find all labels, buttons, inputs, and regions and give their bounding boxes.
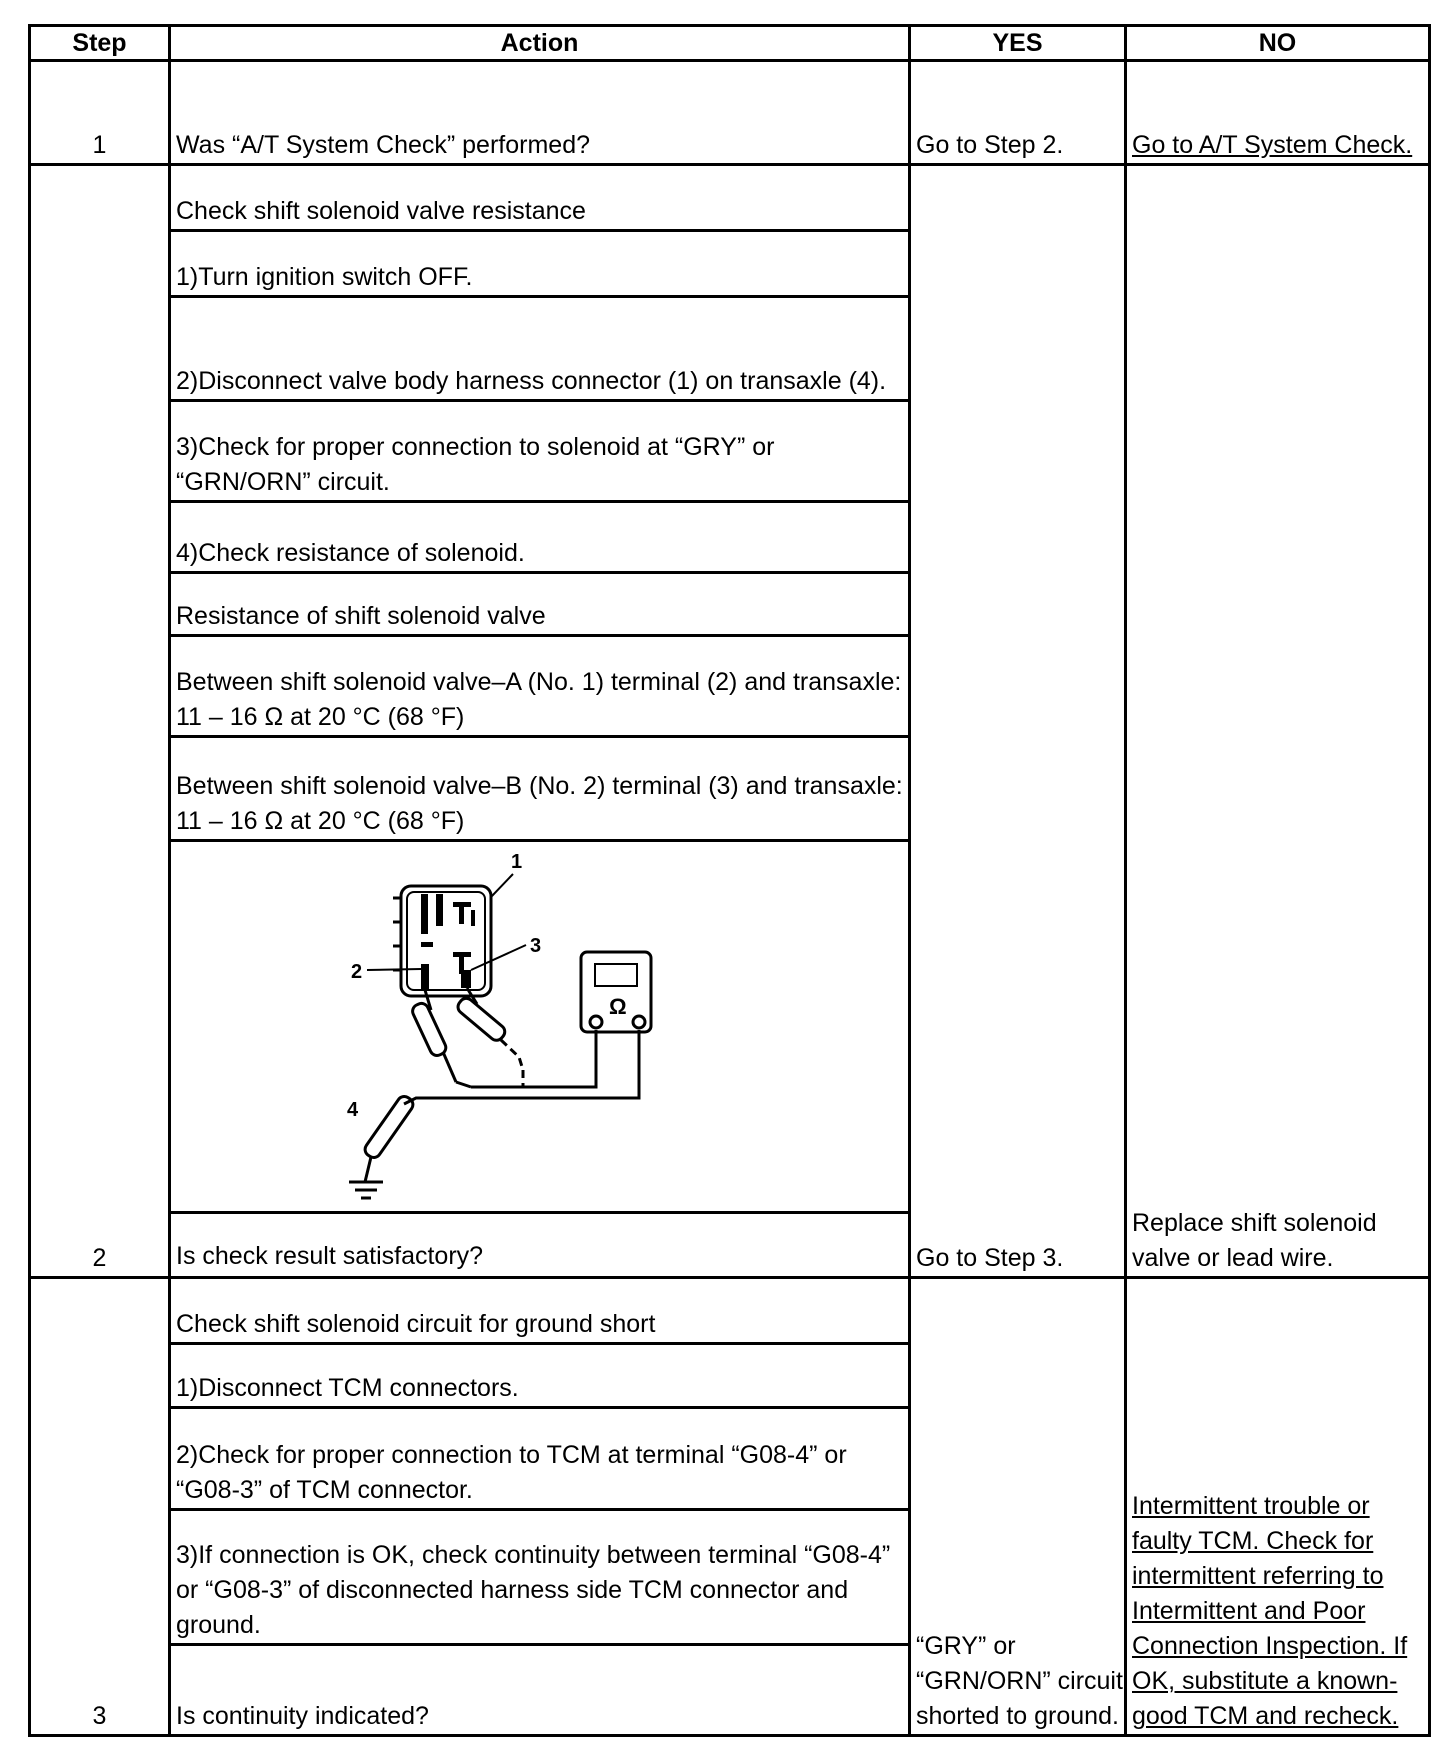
label-4: 4	[347, 1099, 359, 1121]
action-substep: 2)Check for proper connection to TCM at terminal “G08-4” or “G08-3” of TCM connector.	[171, 1409, 908, 1511]
solenoid-wiring-figure	[171, 842, 908, 1214]
action-cell	[170, 165, 910, 1278]
step-number: 2	[30, 165, 170, 1278]
connector-terminals	[421, 894, 475, 990]
step-number: 1	[30, 61, 170, 165]
yes-cell: “GRY” or “GRN/ORN” circuit shorted to ground.	[910, 1278, 1126, 1736]
action-substep: Between shift solenoid valve–A (No. 1) terminal (2) and transaxle: 11 – 16 Ω at 20 °C (68 °F)	[171, 637, 908, 738]
action-substep: 1)Turn ignition switch OFF.	[171, 232, 908, 298]
ohmmeter	[581, 952, 651, 1032]
action-cell: Was “A/T System Check” performed?	[170, 61, 910, 165]
meter-leads	[404, 1030, 639, 1104]
action-substep: 1)Disconnect TCM connectors.	[171, 1345, 908, 1409]
action-substep: Between shift solenoid valve–B (No. 2) terminal (3) and transaxle: 11 – 16 Ω at 20 °C (68 °F)	[171, 738, 908, 842]
action-title: Check shift solenoid circuit for ground short	[171, 1279, 908, 1345]
header-action: Action	[170, 26, 910, 61]
no-link[interactable]: Go to A/T System Check.	[1126, 61, 1430, 165]
action-question: Is continuity indicated?	[176, 1702, 429, 1730]
label-1: 1	[511, 851, 523, 873]
no-link[interactable]: Intermittent trouble or faulty TCM. Check for intermittent referring to Intermittent and Poor Connection Inspection. If OK, substitute a known-good TCM and recheck.	[1126, 1278, 1430, 1736]
action-cell	[170, 1278, 910, 1736]
action-question: Is check result satisfactory?	[176, 1242, 484, 1270]
table-row	[30, 1278, 1430, 1736]
action-substep: 3)If connection is OK, check continuity between terminal “G08-4” or “G08-3” of disconnected harness side TCM connector and ground.	[171, 1511, 908, 1646]
wiring-diagram	[171, 842, 908, 1211]
test-probe	[455, 988, 523, 1086]
no-cell: Replace shift solenoid valve or lead wire.	[1126, 165, 1430, 1278]
action-substep: Resistance of shift solenoid valve	[171, 574, 908, 637]
table-row	[30, 165, 1430, 1278]
label-3: 3	[530, 935, 542, 957]
yes-cell: Go to Step 3.	[910, 165, 1126, 1278]
ground-probe	[362, 1094, 415, 1182]
header-step: Step	[30, 26, 170, 61]
yes-cell: Go to Step 2.	[910, 61, 1126, 165]
header-row	[30, 26, 1430, 61]
ohm-symbol: Ω	[609, 994, 627, 1019]
step-number: 3	[30, 1278, 170, 1736]
ground-icon	[349, 1182, 383, 1198]
action-substep: 2)Disconnect valve body harness connector (1) on transaxle (4).	[171, 298, 908, 402]
header-no: NO	[1126, 26, 1430, 61]
label-2: 2	[351, 961, 363, 983]
test-probe	[410, 990, 471, 1087]
header-yes: YES	[910, 26, 1126, 61]
action-substep: 4)Check resistance of solenoid.	[171, 503, 908, 574]
action-substep: 3)Check for proper connection to solenoid at “GRY” or “GRN/ORN” circuit.	[171, 402, 908, 503]
action-title: Check shift solenoid valve resistance	[171, 166, 908, 232]
table-row	[30, 61, 1430, 165]
diagnostic-table	[28, 24, 1431, 1737]
